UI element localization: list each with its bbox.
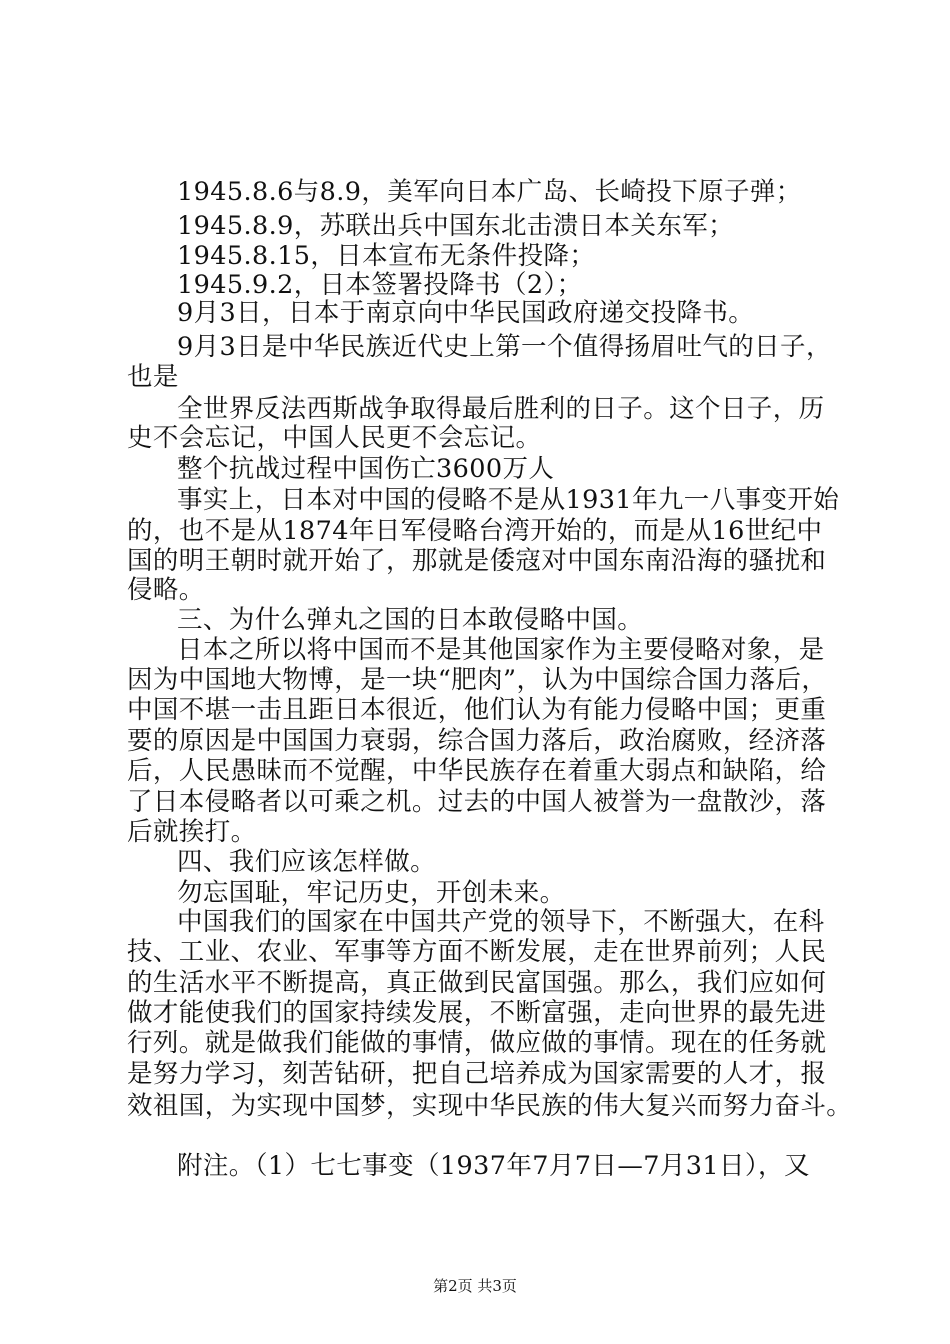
text-line: 是努力学习，刻苦钻研，把自己培养成为国家需要的人才，报 bbox=[127, 1059, 827, 1089]
text-line: 效祖国，为实现中国梦，实现中华民族的伟大复兴而努力奋斗。 bbox=[127, 1091, 853, 1121]
text-line: 1945.8.15，日本宣布无条件投降； bbox=[177, 241, 596, 271]
section-heading: 四、我们应该怎样做。 bbox=[177, 847, 437, 877]
text-line: 行列。就是做我们能做的事情，做应做的事情。现在的任务就 bbox=[127, 1028, 827, 1058]
text-line: 后，人民愚昧而不觉醒，中华民族存在着重大弱点和缺陷，给 bbox=[127, 756, 827, 786]
text-line: 事实上，日本对中国的侵略不是从1931年九一八事变开始 bbox=[177, 485, 840, 515]
footnote-line: 附注。（1）七七事变（1937年7月7日—7月31日），又 bbox=[177, 1151, 810, 1181]
text-line: 整个抗战过程中国伤亡3600万人 bbox=[177, 454, 555, 484]
text-line: 因为中国地大物博，是一块“肥肉”，认为中国综合国力落后， bbox=[127, 665, 828, 695]
text-line: 要的原因是中国国力衰弱，综合国力落后，政治腐败，经济落 bbox=[127, 726, 827, 756]
text-line: 做才能使我们的国家持续发展，不断富强，走向世界的最先进 bbox=[127, 998, 827, 1028]
text-line: 侵略。 bbox=[127, 575, 205, 605]
text-line: 1945.8.9，苏联出兵中国东北击溃日本关东军； bbox=[177, 211, 735, 241]
text-line: 国的明王朝时就开始了，那就是倭寇对中国东南沿海的骚扰和 bbox=[127, 546, 827, 576]
text-line: 中国我们的国家在中国共产党的领导下，不断强大，在科 bbox=[177, 907, 825, 937]
section-heading: 三、为什么弹丸之国的日本敢侵略中国。 bbox=[177, 605, 644, 635]
text-line: 技、工业、农业、军事等方面不断发展，走在世界前列；人民 bbox=[127, 937, 827, 967]
text-line: 1945.9.2，日本签署投降书（2）； bbox=[177, 270, 583, 300]
text-line: 9月3日是中华民族近代史上第一个值得扬眉吐气的日子， bbox=[177, 332, 832, 362]
text-line: 勿忘国耻，牢记历史，开创未来。 bbox=[177, 878, 566, 908]
text-line: 了日本侵略者以可乘之机。过去的中国人被誉为一盘散沙，落 bbox=[127, 787, 827, 817]
text-line: 全世界反法西斯战争取得最后胜利的日子。这个日子，历 bbox=[177, 394, 825, 424]
text-line: 也是 bbox=[127, 362, 179, 392]
text-line: 9月3日，日本于南京向中华民国政府递交投降书。 bbox=[177, 298, 755, 328]
text-line: 后就挨打。 bbox=[127, 817, 257, 847]
text-line: 中国不堪一击且距日本很近，他们认为有能力侵略中国；更重 bbox=[127, 695, 827, 725]
text-line: 1945.8.6与8.9，美军向日本广岛、长崎投下原子弹； bbox=[177, 177, 802, 207]
text-line: 的，也不是从1874年日军侵略台湾开始的，而是从16世纪中 bbox=[127, 516, 823, 546]
page-footer: 第2页 共3页 bbox=[433, 1277, 517, 1295]
text-line: 日本之所以将中国而不是其他国家作为主要侵略对象，是 bbox=[177, 635, 825, 665]
text-line: 史不会忘记，中国人民更不会忘记。 bbox=[127, 423, 542, 453]
text-line: 的生活水平不断提高，真正做到民富国强。那么，我们应如何 bbox=[127, 968, 827, 998]
